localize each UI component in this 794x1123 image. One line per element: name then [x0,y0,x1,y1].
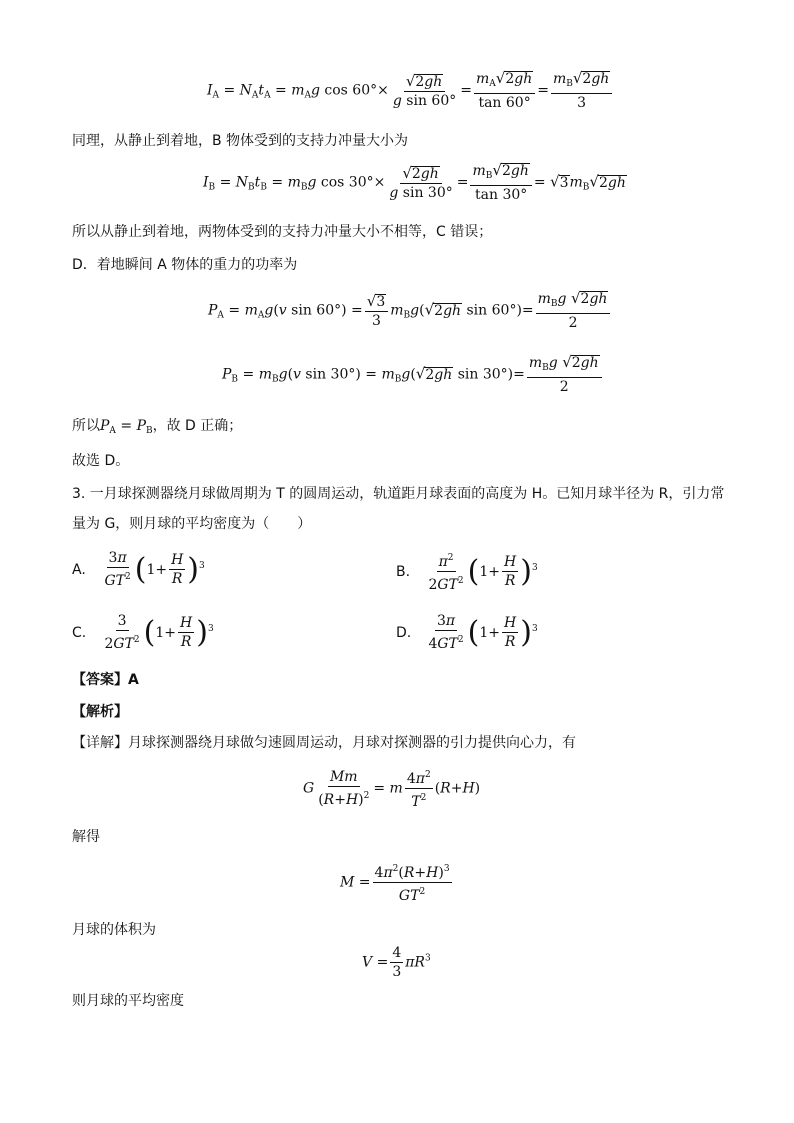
text-volume: 月球的体积为 [72,922,156,938]
equation-power-a: $P_A = m_Ag(v$ sin 60°) = $\frac{√3}{3}$ $m_Bg(√2gh$ sin 60°)= $\frac{m_Bg √2gh}{2}$ [208,290,612,331]
equation-impulse-b: $I_B = N_Bt_B = m_Bg$ cos 30°× $\frac{√2gh}{\text{g sin 30°}}$ = $\frac{m_B√2gh}{\tan 30^\circ}$ = $√3m_B√2gh$ [203,161,626,203]
text-conclusion-c: 所以从静止到着地，两物体受到的支持力冲量大小不相等，C 错误； [72,224,493,240]
answer-tag: 【答案】A [72,672,139,688]
text-tongli: 同理，从静止到着地，B 物体受到的支持力冲量大小为 [72,133,409,149]
text-density: 则月球的平均密度 [72,993,184,1009]
option-a: A. $\frac{3\pi}{GT^2}$ (1+ $\frac{H}{R}$ )$^3$ [72,550,205,589]
option-c: C. $\frac{3}{2GT^2}$ (1+ $\frac{H}{R}$ )$^3$ [72,613,214,652]
equation-impulse-a: $I_A = N_At_A = m_Ag$ cos 60°× $\frac{√2gh}{\text{g sin 60°}}$ = $\frac{m_A√2gh}{\tan 60^\circ}$ = $\frac{m_B√2gh}{3}$ [207,70,614,111]
equation-power-b: $P_B = m_Bg(v$ $\sin 30^\circ) = m_Bg(√2gh$ sin 30°)= $\frac{m_Bg √2gh}{2}$ [222,354,604,395]
text-conclusion-d-prefix: 所以 [72,418,100,434]
option-c-label: C. [72,624,87,641]
option-a-label: A. [72,561,86,578]
equation-mass: M = $\frac{4\pi^2(R+H)^3}{GT^2}$ [340,861,454,904]
option-b: B. $\frac{\pi^2}{2GT^2}$ (1+ $\frac{H}{R}$ )$^3$ [396,550,538,593]
analysis-tag: 【解析】 [72,704,128,720]
question-3-line1: 3. 一月球探测器绕月球做周期为 T 的圆周运动，轨道距月球表面的高度为 H。已知月球半径为 R，引力常 [72,486,725,502]
equation-gravity: G $\frac{Mm}{(R+H)^2}$ = m $\frac{4\pi^2}{T^2}$ (R+H) [303,769,481,810]
equation-volume: V = $\frac{4}{3}$ $\pi R^3$ [362,945,431,980]
text-conclusion-d-suffix: ，故 D 正确； [152,418,243,434]
text-d-intro: D．着地瞬间 A 物体的重力的功率为 [72,257,298,273]
detail-text: 【详解】月球探测器绕月球做匀速圆周运动，月球对探测器的引力提供向心力，有 [72,735,576,751]
option-d-label: D. [396,624,412,641]
option-d: D. $\frac{3\pi}{4GT^2}$ (1+ $\frac{H}{R}$ )$^3$ [396,613,538,652]
option-b-label: B. [396,563,411,580]
question-3-line2: 量为 G，则月球的平均密度为（ ） [72,516,312,532]
text-conclusion-d: 所以$P_A = P_B$，故 D 正确； [72,418,243,436]
text-jiede: 解得 [72,829,100,845]
text-guxuan: 故选 D。 [72,453,130,469]
